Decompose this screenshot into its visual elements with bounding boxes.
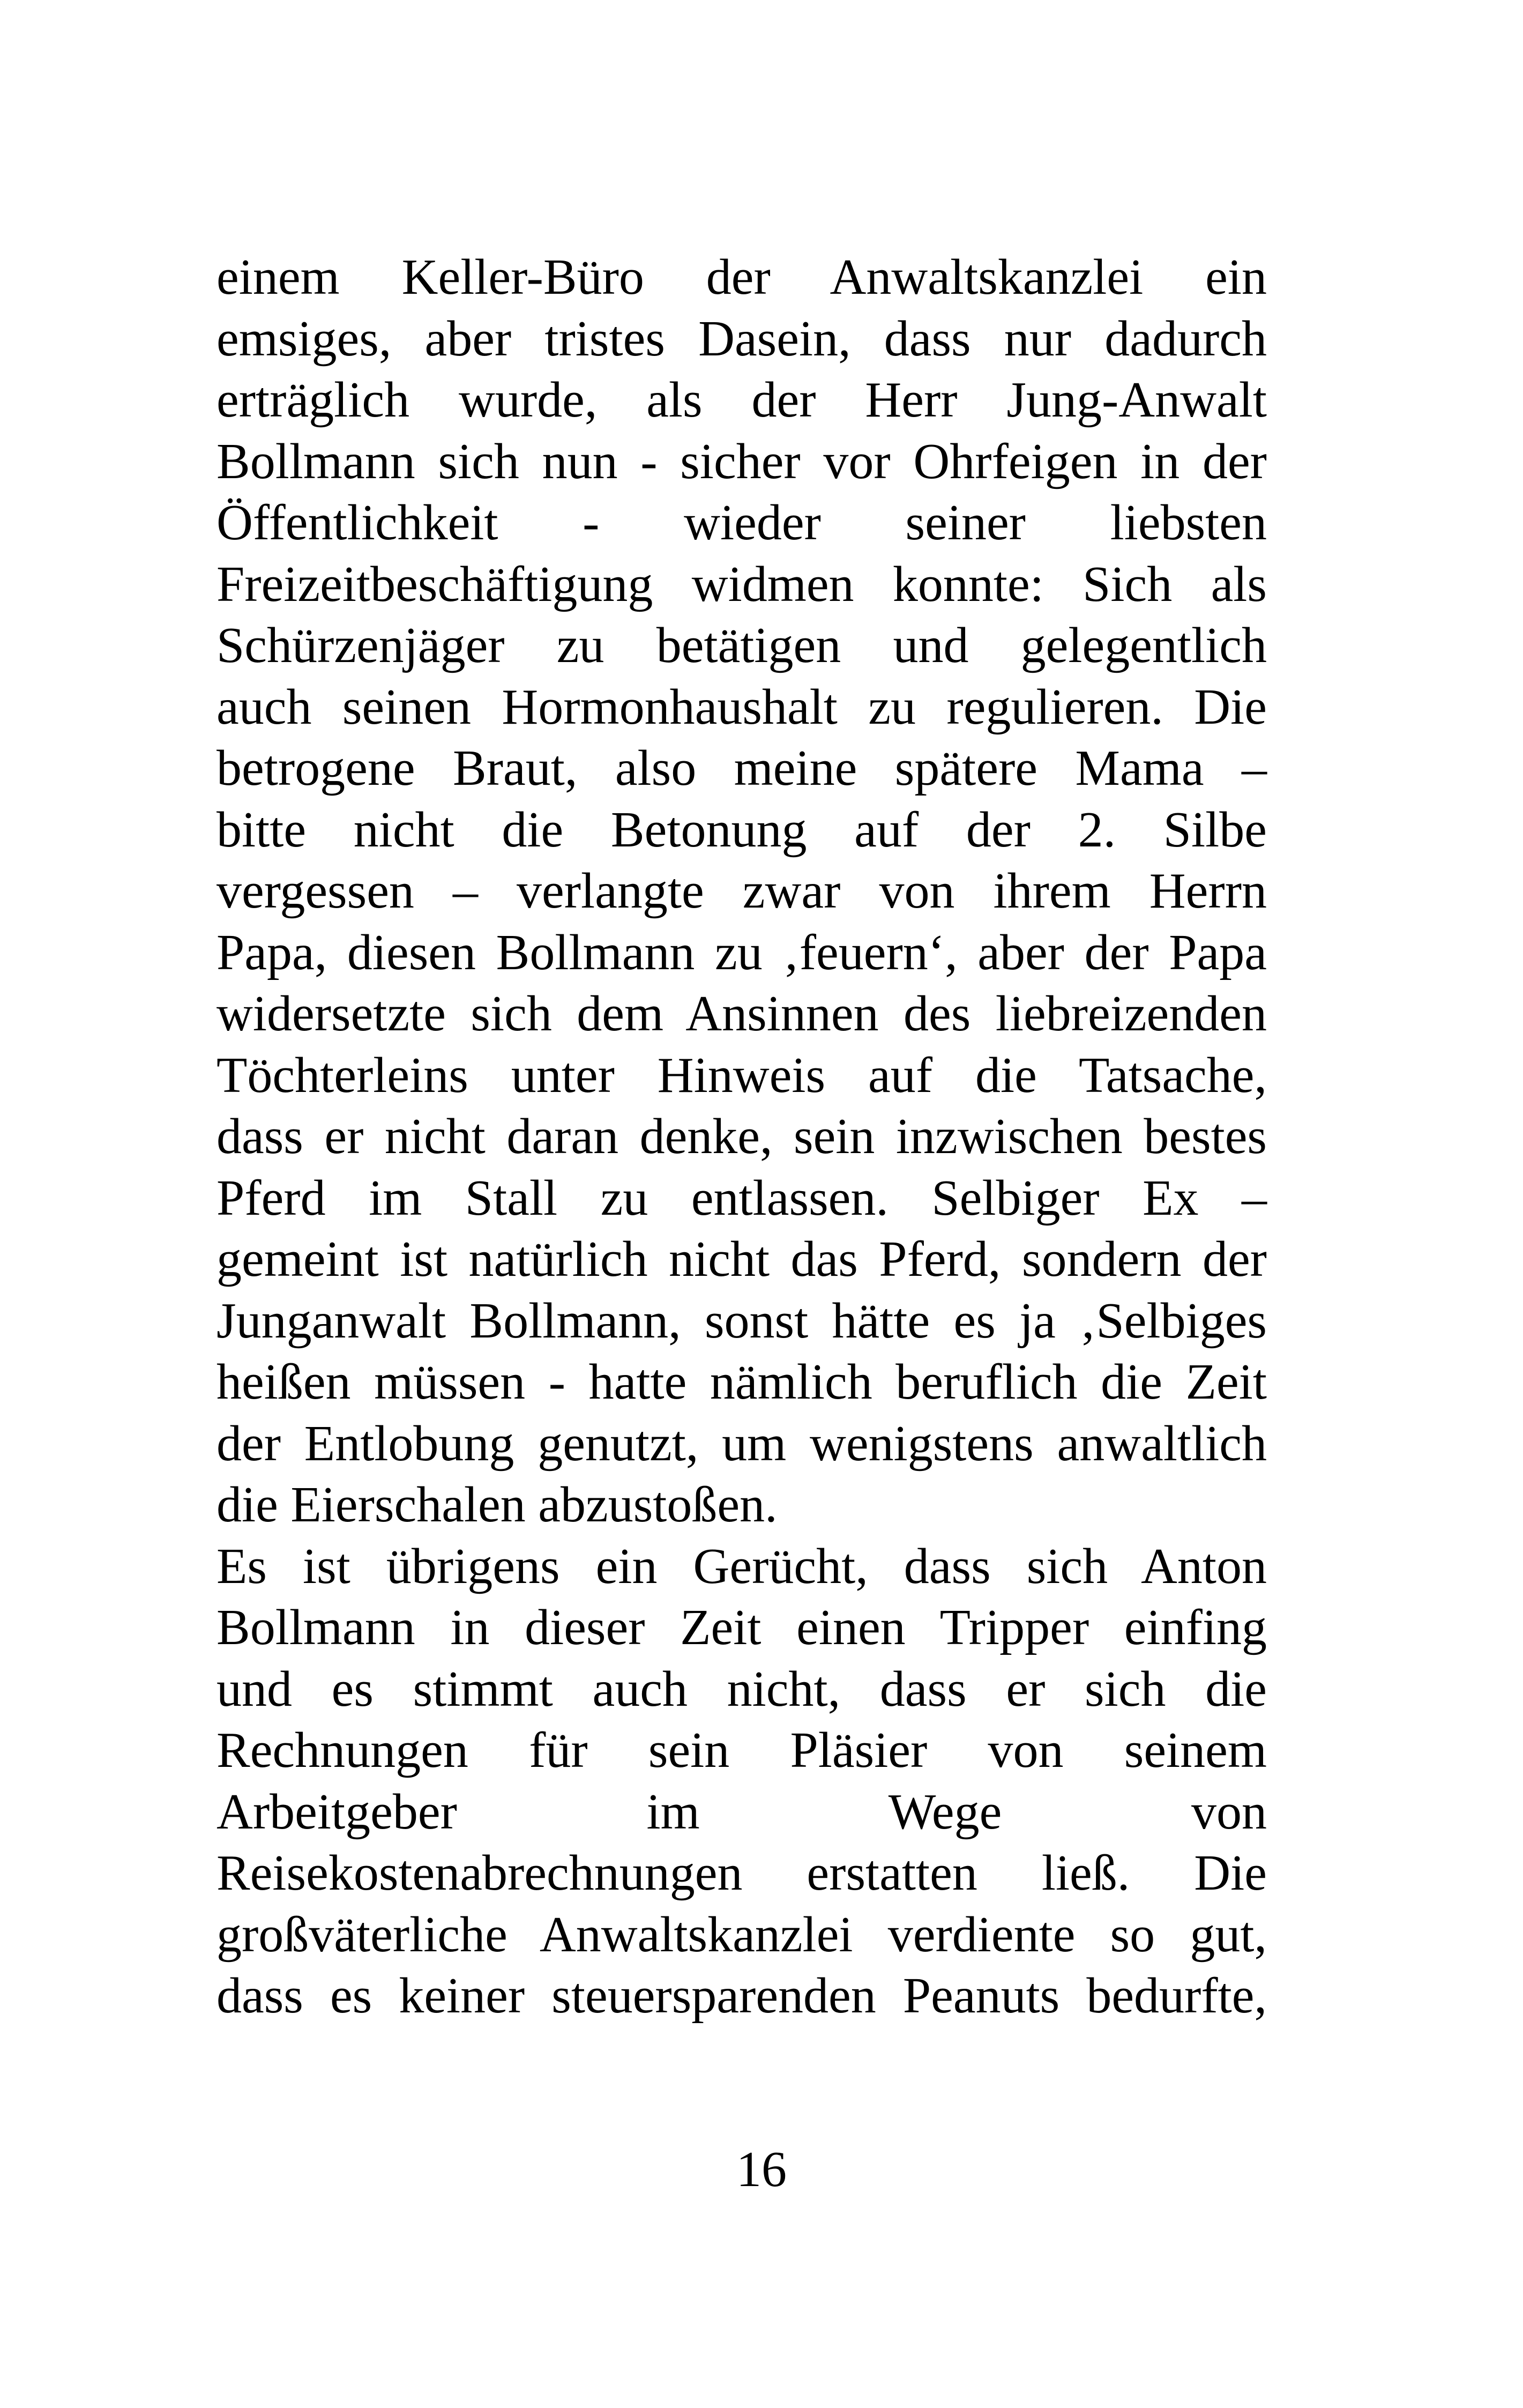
text-line: großväterliche Anwaltskanzlei verdiente so gut,	[216, 1906, 1267, 1963]
text-line: Arbeitgeber im Wege von	[216, 1783, 1267, 1840]
body-text	[216, 247, 1267, 2027]
text-line: Töchterleins unter Hinweis auf die Tatsache,	[216, 1047, 1267, 1103]
text-line: Reisekostenabrechnungen erstatten ließ. Die	[216, 1845, 1267, 1901]
text-line: Es ist übrigens ein Gerücht, dass sich Anton	[216, 1538, 1267, 1594]
text-line: erträglich wurde, als der Herr Jung-Anwalt	[216, 372, 1267, 428]
text-line: Freizeitbeschäftigung widmen konnte: Sich als	[216, 556, 1267, 612]
text-line: emsiges, aber tristes Dasein, dass nur dadurch	[216, 310, 1267, 367]
text-line: und es stimmt auch nicht, dass er sich die	[216, 1661, 1267, 1717]
text-line-paragraph-end: die Eierschalen abzustoßen.	[216, 1477, 778, 1533]
text-line: heißen müssen - hatte nämlich beruflich die Zeit	[216, 1354, 1267, 1410]
text-line: einem Keller-Büro der Anwaltskanzlei ein	[216, 249, 1267, 305]
text-line: Junganwalt Bollmann, sonst hätte es ja ‚Selbiges	[216, 1292, 1267, 1349]
text-line: widersetzte sich dem Ansinnen des liebreizenden	[216, 986, 1267, 1042]
text-line: Bollmann in dieser Zeit einen Tripper einfing	[216, 1600, 1267, 1655]
text-line: Öffentlichkeit - wieder seiner liebsten	[216, 495, 1267, 551]
text-line: dass er nicht daran denke, sein inzwischen bestes	[216, 1109, 1267, 1164]
text-line: Rechnungen für sein Pläsier von seinem	[216, 1722, 1267, 1778]
text-line: der Entlobung genutzt, um wenigstens anwaltlich	[216, 1415, 1267, 1471]
text-line: vergessen – verlangte zwar von ihrem Herrn	[216, 863, 1267, 919]
text-line: Pferd im Stall zu entlassen. Selbiger Ex –	[216, 1170, 1267, 1226]
text-line: gemeint ist natürlich nicht das Pferd, sondern der	[216, 1231, 1267, 1287]
text-line: dass es keiner steuersparenden Peanuts bedurfte,	[216, 1968, 1267, 2024]
text-line: Bollmann sich nun - sicher vor Ohrfeigen in der	[216, 433, 1267, 489]
text-line: auch seinen Hormonhaushalt zu regulieren. Die	[216, 679, 1267, 735]
text-line: betrogene Braut, also meine spätere Mama –	[216, 740, 1267, 796]
page-number: 16	[736, 2142, 787, 2197]
text-line: Schürzenjäger zu betätigen und gelegentlich	[216, 618, 1267, 673]
text-line: Papa, diesen Bollmann zu ‚feuern‘, aber der Papa	[216, 924, 1267, 980]
text-line: bitte nicht die Betonung auf der 2. Silbe	[216, 801, 1267, 858]
